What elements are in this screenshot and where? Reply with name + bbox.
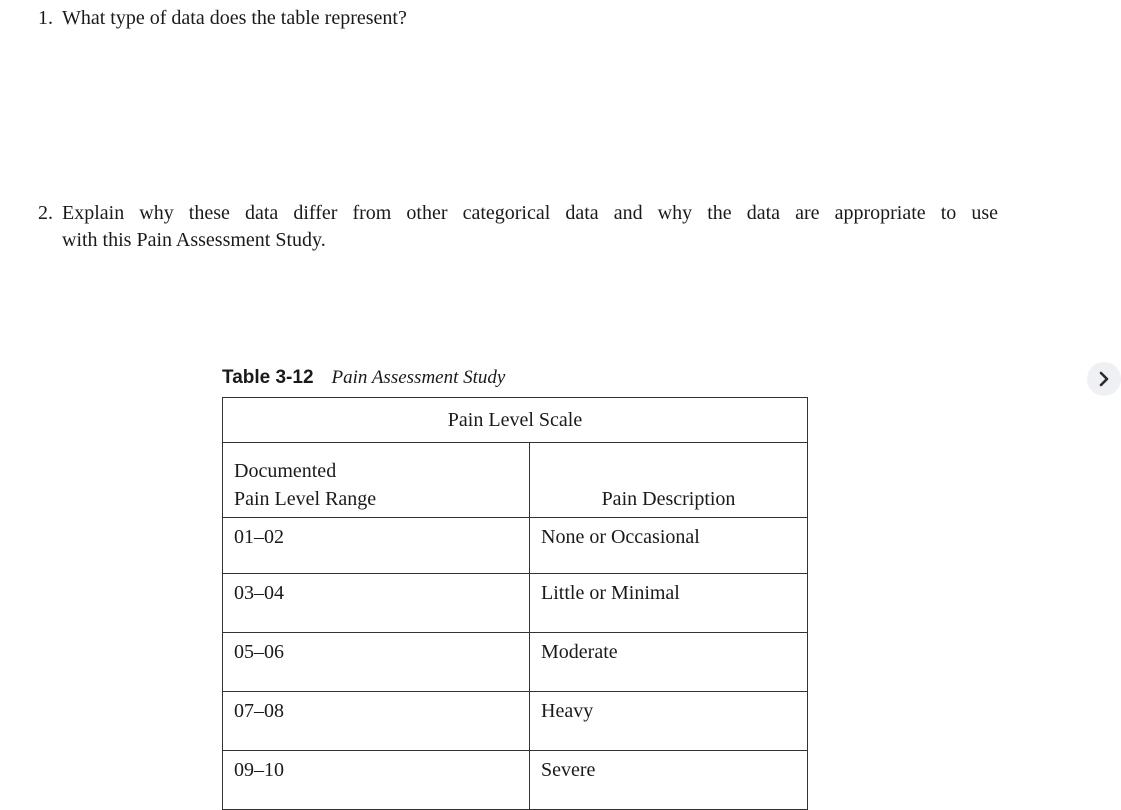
range-cell: 01–02: [223, 518, 530, 574]
question-text: Explain why these data differ from other categorical data and why the data are appropriate to use: [62, 202, 998, 224]
range-cell: 07–08: [223, 692, 530, 751]
description-cell: Heavy: [530, 692, 808, 751]
next-page-button[interactable]: [1087, 362, 1121, 396]
table-header-row: [223, 398, 808, 443]
table-row: [223, 692, 808, 751]
table-column-header-row: [223, 443, 808, 518]
question-1: [38, 5, 407, 32]
range-cell: 03–04: [223, 574, 530, 633]
question-line: [38, 200, 998, 227]
question-text-continued: with this Pain Assessment Study.: [62, 229, 326, 251]
table-title: Pain Assessment Study: [331, 367, 506, 388]
range-cell: 09–10: [223, 751, 530, 810]
question-number: 2.: [38, 202, 53, 224]
description-cell: Moderate: [530, 633, 808, 692]
question-number: 1.: [38, 7, 53, 29]
question-text: What type of data does the table represent?: [62, 7, 407, 29]
column-header-range: [223, 443, 530, 518]
table-row: [223, 574, 808, 633]
table-row: [223, 518, 808, 574]
description-cell: Severe: [530, 751, 808, 810]
question-2: [38, 200, 1018, 254]
range-cell: 05–06: [223, 633, 530, 692]
scale-header: Pain Level Scale: [223, 398, 808, 443]
chevron-right-icon: [1096, 371, 1112, 387]
table-row: [223, 751, 808, 810]
column-header-description: Pain Description: [530, 443, 808, 518]
description-cell: Little or Minimal: [530, 574, 808, 633]
description-cell: None or Occasional: [530, 518, 808, 574]
table-caption: [222, 366, 505, 389]
column-header-range-line2: Pain Level Range: [234, 488, 377, 510]
table-label: Table 3-12: [222, 367, 314, 388]
column-header-range-line1: Documented: [234, 460, 337, 482]
table-row: [223, 633, 808, 692]
pain-assessment-table: [222, 397, 808, 810]
